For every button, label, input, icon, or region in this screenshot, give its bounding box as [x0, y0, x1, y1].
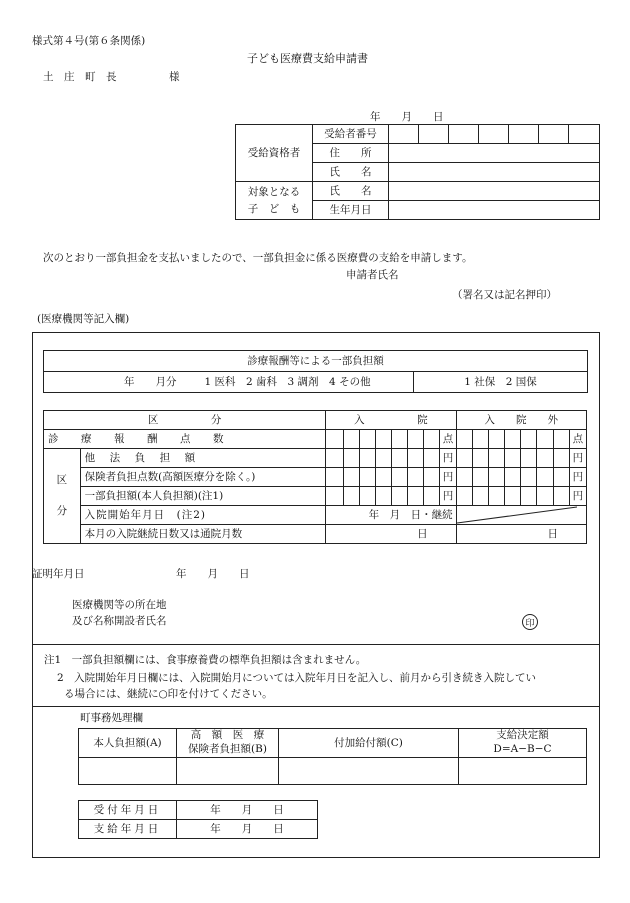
partial-burden-label: 一部負担額(本人負担額)(注1)	[80, 487, 326, 506]
burden-header-table	[43, 350, 588, 393]
recipient-number-digit[interactable]	[569, 125, 600, 144]
outpatient-points-digit[interactable]	[553, 430, 569, 449]
outpatient-insurer-digit[interactable]	[472, 468, 488, 487]
month-and-type-row	[44, 372, 414, 393]
month-label: 年 月分	[124, 375, 177, 388]
recipient-number-digit[interactable]	[389, 125, 419, 144]
kubun-side-label: 区 分	[44, 449, 81, 544]
outpatient-other-digit[interactable]	[456, 449, 472, 468]
insurer-points-label: 保険者負担点数(高額医療分を除く。)	[80, 468, 326, 487]
amount-c-field[interactable]	[279, 758, 459, 785]
inpatient-other-digit[interactable]	[343, 449, 359, 468]
inpatient-insurer-digit[interactable]	[326, 468, 343, 487]
medical-section-label: (医療機関等記入欄)	[37, 313, 130, 325]
yen-unit: 円	[440, 468, 456, 487]
office-section-label: 町事務処理欄	[80, 712, 143, 724]
points-unit: 点	[440, 430, 456, 449]
inpatient-insurer-digit[interactable]	[408, 468, 424, 487]
outpatient-other-digit[interactable]	[537, 449, 553, 468]
divider	[32, 644, 599, 645]
admission-date-outpatient-struck	[456, 506, 586, 525]
kubun-header: 区 分	[44, 411, 326, 430]
birth-date-label: 生年月日	[313, 201, 389, 220]
outpatient-header: 入 院 外	[456, 411, 586, 430]
outpatient-other-digit[interactable]	[521, 449, 537, 468]
yen-unit: 円	[569, 468, 586, 487]
inpatient-other-digit[interactable]	[391, 449, 407, 468]
inpatient-points-digit[interactable]	[391, 430, 407, 449]
outpatient-partial-digit[interactable]	[456, 487, 472, 506]
inpatient-insurer-digit[interactable]	[424, 468, 440, 487]
outpatient-insurer-digit[interactable]	[537, 468, 553, 487]
applicant-name-label: 申請者氏名	[346, 269, 399, 281]
points-label: 診 療 報 酬 点 数	[48, 432, 230, 445]
recipient-group-label: 受給資格者	[236, 125, 313, 182]
inpatient-partial-digit[interactable]	[359, 487, 375, 506]
yen-unit: 円	[569, 449, 586, 468]
inpatient-points-digit[interactable]	[408, 430, 424, 449]
inpatient-points-digit[interactable]	[359, 430, 375, 449]
applicant-table	[235, 124, 600, 220]
received-date-label: 受付年月日	[79, 801, 177, 820]
outpatient-points-digit[interactable]	[472, 430, 488, 449]
col-b-header: 高 額 医 療 保険者負担額(B)	[177, 729, 279, 758]
outpatient-points-digit[interactable]	[537, 430, 553, 449]
inpatient-other-digit[interactable]	[424, 449, 440, 468]
yen-unit: 円	[440, 449, 456, 468]
diagonal-strike	[457, 506, 577, 524]
addressee: 土 庄 町 長 様	[43, 71, 180, 83]
inpatient-days-field[interactable]: 日	[326, 525, 456, 544]
outpatient-points-digit[interactable]	[488, 430, 504, 449]
inpatient-partial-digit[interactable]	[424, 487, 440, 506]
outpatient-insurer-digit[interactable]	[488, 468, 504, 487]
signature-note: （署名又は記名押印）	[452, 289, 557, 301]
inpatient-other-digit[interactable]	[408, 449, 424, 468]
inpatient-header: 入 院	[326, 411, 456, 430]
treatment-types: 1 医科 2 歯科 3 調剤 4 その他	[204, 375, 371, 388]
inpatient-insurer-digit[interactable]	[359, 468, 375, 487]
amount-d-field[interactable]	[459, 758, 587, 785]
outpatient-points-digit[interactable]	[505, 430, 521, 449]
seal-mark: 印	[522, 614, 538, 630]
child-name-label: 氏 名	[313, 182, 389, 201]
outpatient-insurer-digit[interactable]	[553, 468, 569, 487]
col-a-header: 本人負担額(A)	[79, 729, 177, 758]
recipient-number-digit[interactable]	[539, 125, 569, 144]
outpatient-partial-digit[interactable]	[488, 487, 504, 506]
burden-title: 診療報酬等による一部負担額	[44, 351, 588, 372]
outpatient-other-digit[interactable]	[505, 449, 521, 468]
outpatient-days-field[interactable]: 日	[456, 525, 586, 544]
divider	[32, 706, 599, 707]
inpatient-points-digit[interactable]	[326, 430, 343, 449]
recipient-number-digit[interactable]	[419, 125, 449, 144]
inpatient-partial-digit[interactable]	[343, 487, 359, 506]
address-field[interactable]	[389, 144, 600, 163]
note-2-line-1: 2 入院開始年月日欄には、入院開始月については入院年月日を記入し、前月から引き続き入院してい	[57, 672, 536, 684]
outpatient-partial-digit[interactable]	[537, 487, 553, 506]
inpatient-other-digit[interactable]	[375, 449, 391, 468]
inpatient-insurer-digit[interactable]	[375, 468, 391, 487]
admission-date-field[interactable]: 年 月 日・継続	[326, 506, 456, 525]
child-name-field[interactable]	[389, 182, 600, 201]
form-title: 子ども医療費支給申請書	[247, 52, 368, 65]
paid-date-label: 支給年月日	[79, 820, 177, 839]
recipient-number-digit[interactable]	[479, 125, 509, 144]
office-dates-table	[78, 800, 318, 839]
outpatient-insurer-digit[interactable]	[521, 468, 537, 487]
birth-date-field[interactable]	[389, 201, 600, 220]
amount-a-field[interactable]	[79, 758, 177, 785]
certification-date-value: 年 月 日	[176, 568, 250, 580]
recipient-name-field[interactable]	[389, 163, 600, 182]
col-c-header: 付加給付額(C)	[279, 729, 459, 758]
certification-date-label: 証明年月日	[32, 568, 85, 580]
outpatient-other-digit[interactable]	[488, 449, 504, 468]
other-burden-label: 他 法 負 担 額	[80, 449, 326, 468]
recipient-number-digit[interactable]	[449, 125, 479, 144]
inpatient-insurer-digit[interactable]	[343, 468, 359, 487]
inpatient-points-digit[interactable]	[375, 430, 391, 449]
outpatient-points-digit[interactable]	[521, 430, 537, 449]
recipient-name-label: 氏 名	[313, 163, 389, 182]
outpatient-other-digit[interactable]	[472, 449, 488, 468]
yen-unit: 円	[569, 487, 586, 506]
outpatient-points-digit[interactable]	[456, 430, 472, 449]
inpatient-points-digit[interactable]	[424, 430, 440, 449]
outpatient-insurer-digit[interactable]	[456, 468, 472, 487]
points-unit: 点	[569, 430, 586, 449]
outpatient-partial-digit[interactable]	[472, 487, 488, 506]
outpatient-partial-digit[interactable]	[505, 487, 521, 506]
note-2-line-2: る場合には、継続に○印を付けてください。	[64, 688, 273, 700]
application-statement: 次のとおり一部負担金を支払いましたので、一部負担金に係る医療費の支給を申請します。	[43, 252, 473, 264]
inpatient-points-digit[interactable]	[343, 430, 359, 449]
recipient-number-digit[interactable]	[509, 125, 539, 144]
address-label: 住 所	[313, 144, 389, 163]
inpatient-partial-digit[interactable]	[391, 487, 407, 506]
inpatient-partial-digit[interactable]	[408, 487, 424, 506]
paid-date-field[interactable]: 年 月 日	[177, 820, 318, 839]
col-d-header: 支給決定額 D=A−B−C	[459, 729, 587, 758]
medical-cost-table	[43, 410, 587, 544]
insurance-types: 1 社保 2 国保	[414, 372, 588, 393]
outpatient-partial-digit[interactable]	[521, 487, 537, 506]
received-date-field[interactable]: 年 月 日	[177, 801, 318, 820]
inpatient-insurer-digit[interactable]	[391, 468, 407, 487]
outpatient-partial-digit[interactable]	[553, 487, 569, 506]
target-child-group-label: 対象となる 子 ど も	[236, 182, 313, 220]
amount-b-field[interactable]	[177, 758, 279, 785]
inpatient-partial-digit[interactable]	[375, 487, 391, 506]
institution-location-label: 医療機関等の所在地	[72, 599, 167, 611]
inpatient-other-digit[interactable]	[359, 449, 375, 468]
yen-unit: 円	[440, 487, 456, 506]
office-processing-table	[78, 728, 587, 785]
days-label: 本月の入院継続日数又は通院月数	[80, 525, 326, 544]
inpatient-other-digit[interactable]	[326, 449, 343, 468]
outpatient-insurer-digit[interactable]	[505, 468, 521, 487]
admission-date-label: 入院開始年月日 (注2)	[80, 506, 326, 525]
note-1: 注1 一部負担額欄には、食事療養費の標準負担額は含まれません。	[44, 654, 367, 666]
application-date: 年 月 日	[370, 111, 444, 123]
recipient-number-label: 受給者番号	[313, 125, 389, 144]
outpatient-other-digit[interactable]	[553, 449, 569, 468]
institution-name-label: 及び名称開設者氏名	[72, 615, 167, 627]
form-number: 様式第４号(第６条関係)	[32, 35, 146, 47]
inpatient-partial-digit[interactable]	[326, 487, 343, 506]
